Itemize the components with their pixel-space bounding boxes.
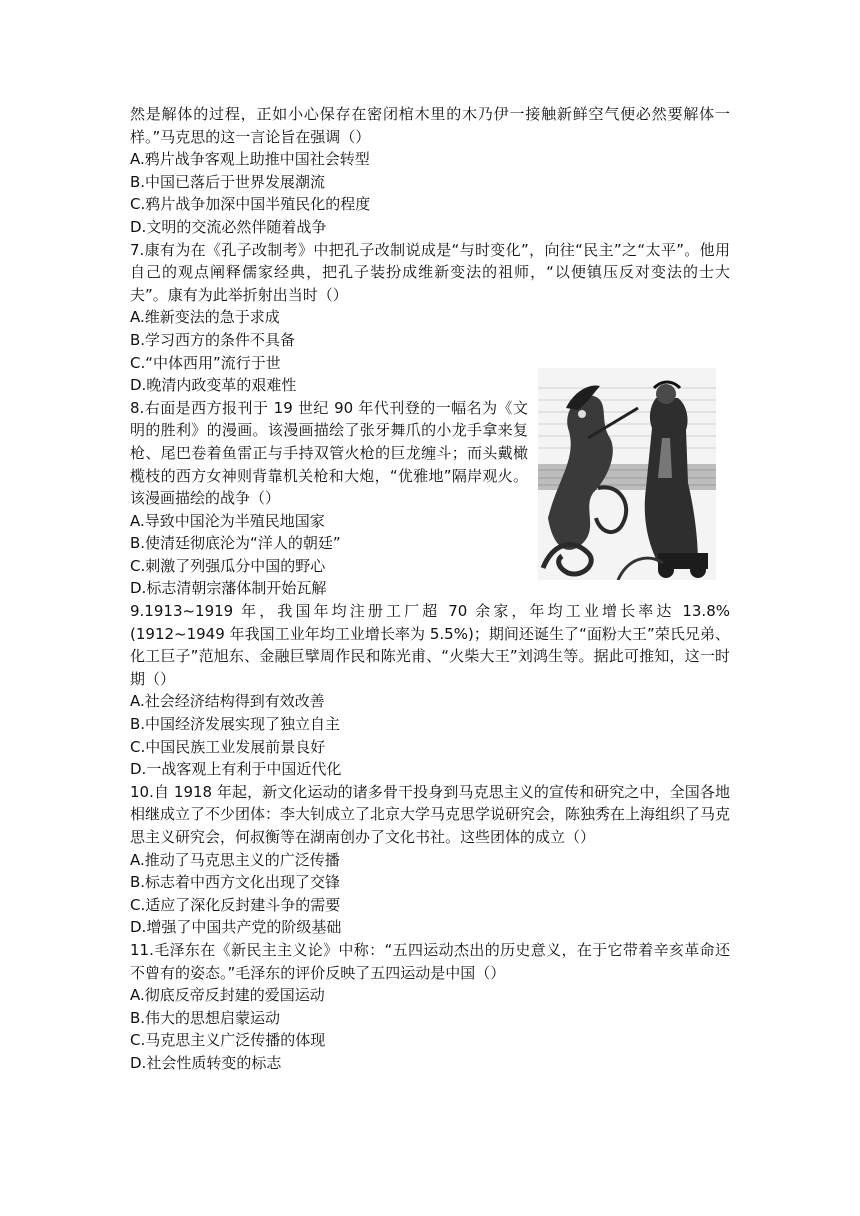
q8-option-b: B.使清廷彻底沦为“洋人的朝廷” [130,534,341,553]
q7-option-c: C.“中体西用”流行于世 [130,353,281,372]
q6-option-b: B.中国已落后于世界发展潮流 [130,172,326,191]
q7-option-a: A.维新变法的急于求成 [130,308,280,327]
q10-option-d: D.增强了中国共产党的阶级基础 [130,918,342,937]
q9-option-b: B.中国经济发展实现了独立自主 [130,715,341,734]
q6-option-a: A.鸦片战争客观上助推中国社会转型 [130,150,370,169]
q8-stem: 8.右面是西方报刊于 19 世纪 90 年代刊登的一幅名为《文明的胜利》的漫画。该漫画描绘了张牙舞爪的小龙手拿来复枪、尾巴卷着鱼雷正与手持双管火枪的巨龙缠斗；而头戴橄榄枝的西方女神则背靠机关枪和大炮，“优雅地”隔岸观火。该漫画描绘的战争（） [130,398,528,508]
q9-stem: 9.1913~1919 年，我国年均注册工厂超 70 余家，年均工业增长率达 13.8%(1912~1949 年我国工业年均工业增长率为 5.5%)；期间还诞生了“面粉大王”荣氏兄弟、化工巨子”范旭东、金融巨擘周作民和陈光甫、“火柴大王”刘鸿生等。据此可推知，这一时期（） [130,602,730,688]
q11-option-a: A.彻底反帝反封建的爱国运动 [130,986,325,1005]
q10-option-a: A.推动了马克思主义的广泛传播 [130,850,340,869]
q11-option-b: B.伟大的思想启蒙运动 [130,1008,281,1027]
q9-option-a: A.社会经济结构得到有效改善 [130,692,325,711]
q6-option-d: D.文明的交流必然伴随着战争 [130,217,327,236]
q7-option-d: D.晚清内政变革的艰难性 [130,376,297,395]
q8-option-a: A.导致中国沦为半殖民地国家 [130,511,325,530]
q10-stem: 10.自 1918 年起，新文化运动的诸多骨干投身到马克思主义的宣传和研究之中，全国各地相继成立了不少团体：李大钊成立了北京大学马克思学说研究会，陈独秀在上海组织了马克思主义研究会，何叔衡等在湖南创办了文化书社。这些团体的成立（） [130,782,731,846]
question-text [130,103,730,1075]
q7-option-b: B.学习西方的条件不具备 [130,330,296,349]
q11-option-d: D.社会性质转变的标志 [130,1053,282,1072]
q10-option-c: C.适应了深化反封建斗争的需要 [130,895,341,914]
q6-stem-continued: 然是解体的过程，正如小心保存在密闭棺木里的木乃伊一接触新鲜空气便必然要解体一样。”马克思的这一言论旨在强调（） [130,105,730,146]
q6-option-c: C.鸦片战争加深中国半殖民化的程度 [130,195,371,214]
q8-option-d: D.标志清朝宗藩体制开始瓦解 [130,579,327,598]
q9-option-d: D.一战客观上有利于中国近代化 [130,760,342,779]
q11-stem: 11.毛泽东在《新民主主义论》中称：“五四运动杰出的历史意义，在于它带着辛亥革命还不曾有的姿态。”毛泽东的评价反映了五四运动是中国（） [130,940,730,982]
q10-option-b: B.标志着中西方文化出现了交锋 [130,873,341,892]
q8-option-c: C.刺激了列强瓜分中国的野心 [130,556,326,575]
q9-option-c: C.中国民族工业发展前景良好 [130,737,326,756]
q11-option-c: C.马克思主义广泛传播的体现 [130,1031,326,1050]
q7-stem: 7.康有为在《孔子改制考》中把孔子改制说成是“与时变化”，向往“民主”之“太平”。他用自己的观点阐释儒家经典，把孔子装扮成维新变法的祖师，“以便镇压反对变法的士大夫”。康有为此举折射出当时（） [130,240,730,304]
